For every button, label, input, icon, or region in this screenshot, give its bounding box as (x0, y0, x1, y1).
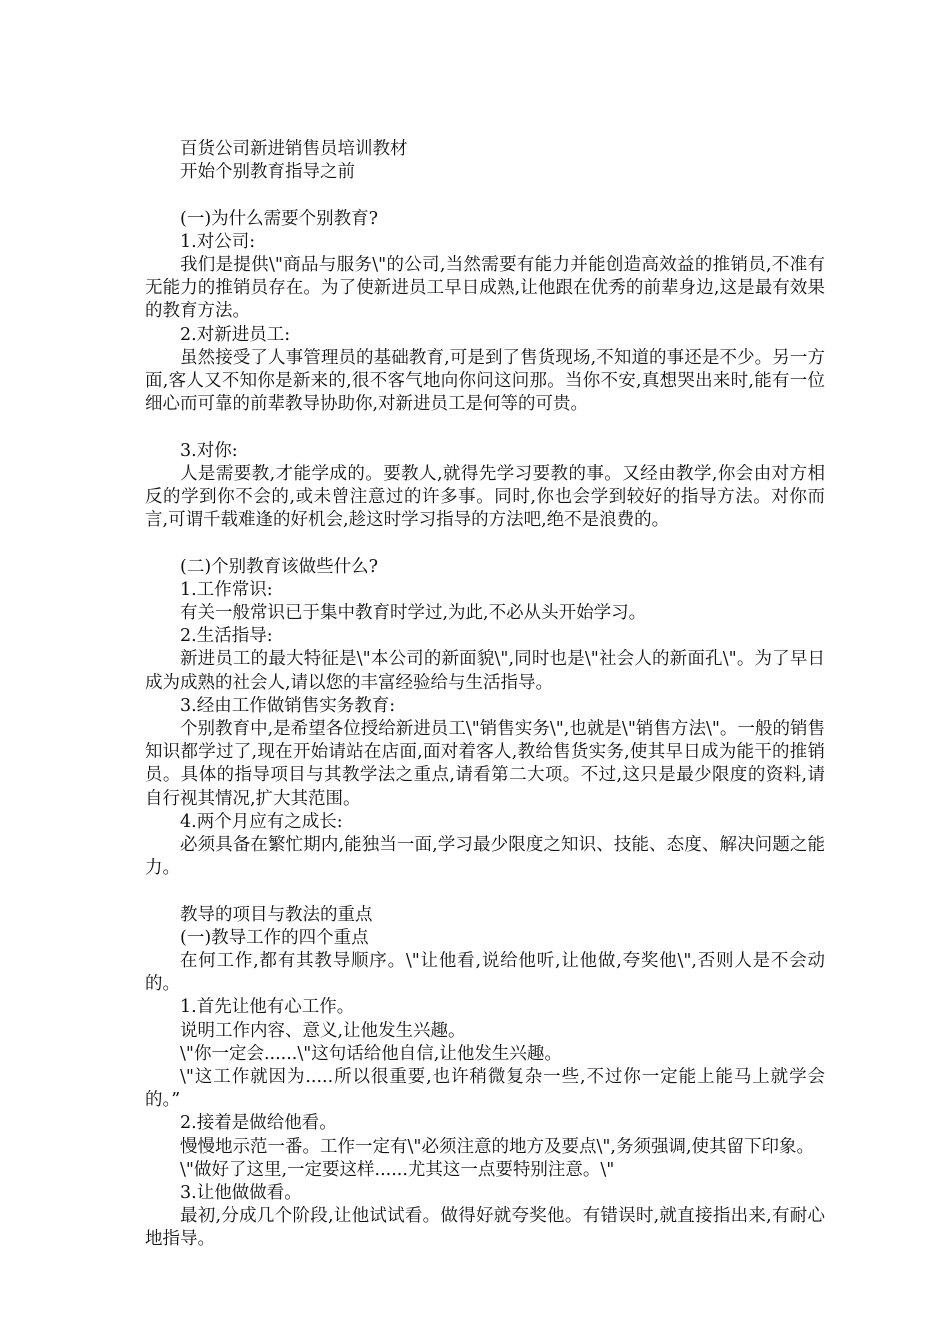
paragraph: 虽然接受了人事管理员的基础教育,可是到了售货现场,不知道的事还是不少。另一方面,客人又不知你是新来的,很不客气地向你问这问那。当你不安,真想哭出来时,能有一位细心而可靠的前辈教导协助你,对新进员工是何等的可贵。 (145, 347, 825, 415)
blank-line (145, 532, 825, 555)
item-heading: 1.工作常识: (180, 579, 273, 600)
paragraph: 有关一般常识已于集中教育时学过,为此,不必从头开始学习。 (180, 603, 647, 624)
document-body (145, 138, 825, 1252)
paragraph: 必须具备在繁忙期内,能独当一面,学习最少限度之知识、技能、态度、解决问题之能力。 (145, 835, 825, 879)
paragraph: 人是需要教,才能学成的。要教人,就得先学习要教的事。又经由教学,你会由对方相反的学到你不会的,或未曾注意过的许多事。同时,你也会学到较好的指导方法。对你而言,可谓千载难逢的好机会,趁这时学习指导的方法吧,绝不是浪费的。 (145, 463, 825, 531)
blank-line (145, 880, 825, 903)
section-heading: (一)为什么需要个别教育? (180, 208, 379, 229)
item-heading: 4.两个月应有之成长: (180, 811, 343, 832)
section-heading: (一)教导工作的四个重点 (180, 927, 369, 948)
part-heading: 教导的项目与教法的重点 (180, 904, 373, 925)
item-heading: 2.接着是做给他看。 (180, 1113, 337, 1134)
item-heading: 2.对新进员工: (180, 324, 291, 345)
paragraph: 慢慢地示范一番。工作一定有\"必须注意的地方及要点\",务须强调,使其留下印象。 (180, 1136, 815, 1157)
blank-line (145, 416, 825, 439)
item-heading: 3.对你: (180, 440, 238, 461)
paragraph: 在何工作,都有其教导顺序。\"让他看,说给他听,让他做,夸奖他\",否则人是不会动的。 (145, 951, 825, 995)
document-title: 百货公司新进销售员培训教材 (180, 139, 408, 159)
document-subtitle: 开始个别教育指导之前 (180, 162, 355, 183)
paragraph: 个别教育中,是希望各位授给新进员工\"销售实务\",也就是\"销售方法\"。一般的销售知识都学过了,现在开始请站在店面,面对着客人,教给售货实务,使其早日成为能干的推销员。具体的指导项目与其教学法之重点,请看第二大项。不过,这只是最少限度的资料,请自行视其情况,扩大其范围。 (145, 719, 825, 809)
paragraph: \"这工作就因为.....所以很重要,也许稍微复杂一些,不过你一定能上能马上就学会的。” (145, 1067, 825, 1111)
blank-line (145, 184, 825, 207)
paragraph: 说明工作内容、意义,让他发生兴趣。 (180, 1020, 466, 1041)
paragraph: 最初,分成几个阶段,让他试试看。做得好就夸奖他。有错误时,就直接指出来,有耐心地指导。 (145, 1206, 825, 1250)
paragraph: 我们是提供\"商品与服务\"的公司,当然需要有能力并能创造高效益的推销员,不准有无能力的推销员存在。为了使新进员工早日成熟,让他跟在优秀的前辈身边,这是最有效果的教育方法。 (145, 255, 825, 322)
item-heading: 1.对公司: (180, 231, 256, 252)
item-heading: 2.生活指导: (180, 626, 273, 647)
section-heading: (二)个别教育该做些什么? (180, 556, 379, 577)
item-heading: 1.首先让他有心工作。 (180, 997, 355, 1018)
paragraph: 新进员工的最大特征是\"本公司的新面貌\",同时也是\"社会人的新面孔\"。为了早日成为成熟的社会人,请以您的丰富经验给与生活指导。 (145, 649, 825, 693)
item-heading: 3.让他做做看。 (180, 1183, 302, 1204)
item-heading: 3.经由工作做销售实务教育: (180, 695, 396, 716)
paragraph: \"做好了这里,一定要这样......尤其这一点要特别注意。\" (180, 1159, 615, 1180)
paragraph: \"你一定会......\"这句话给他自信,让他发生兴趣。 (180, 1043, 562, 1064)
